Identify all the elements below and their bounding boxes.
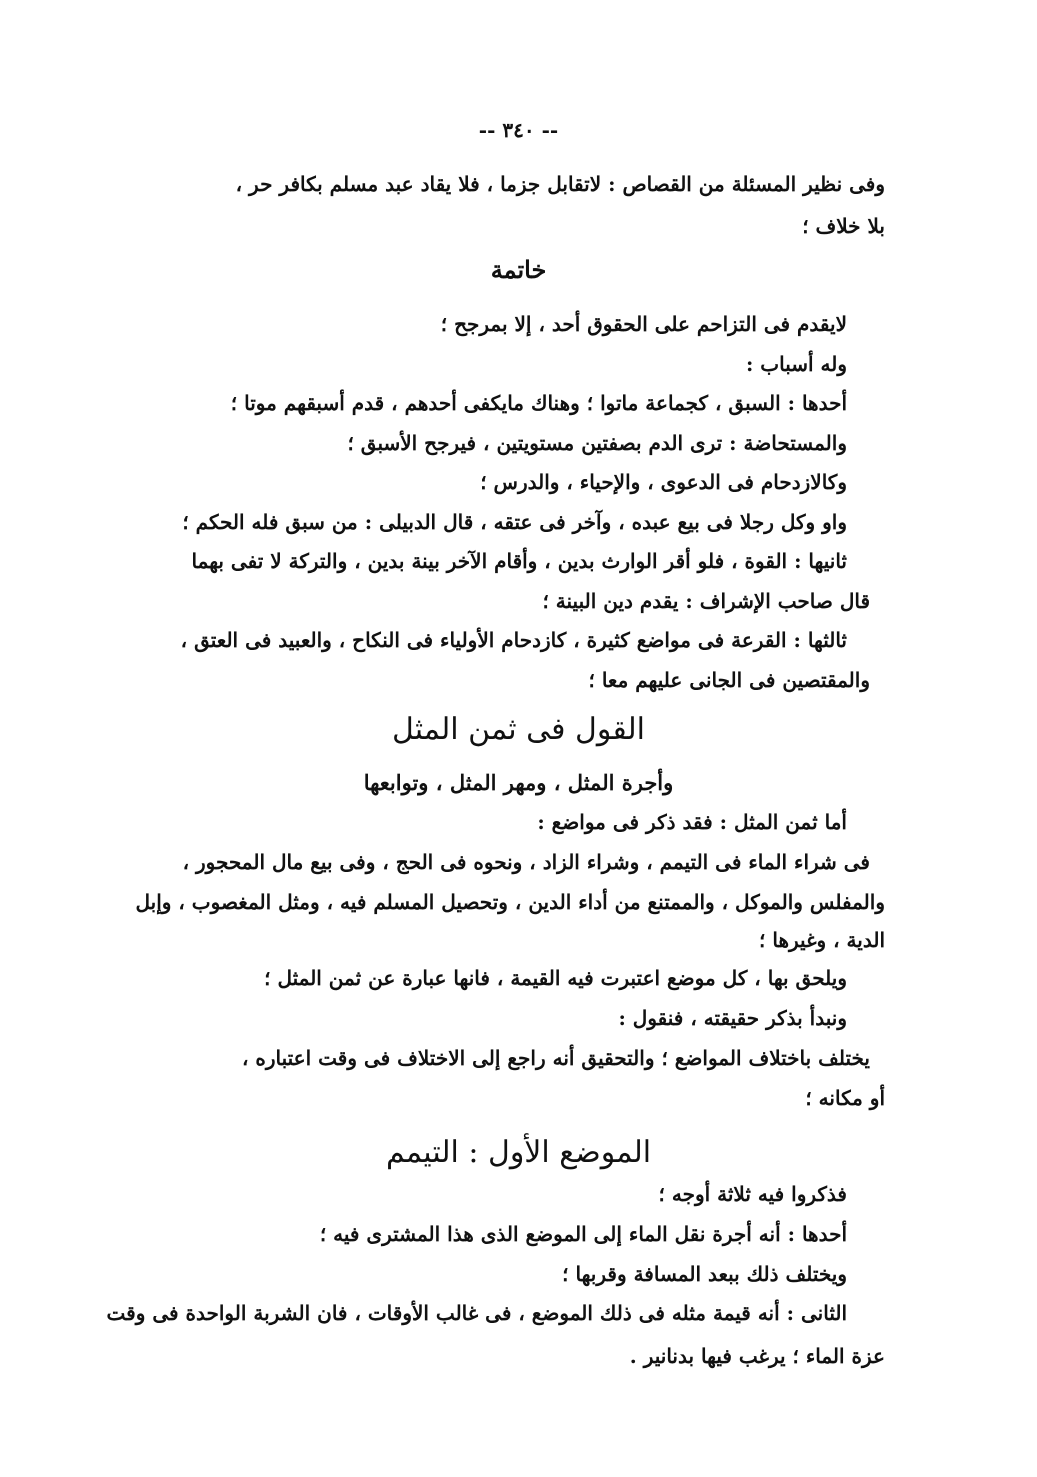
text-line: ثالثها : القرعة فى مواضع كثيرة ، كازدحام الأولياء فى النكاح ، والعبيد فى العتق ، [180,628,847,652]
text-line: أما ثمن المثل : فقد ذكر فى مواضع : [537,810,847,834]
page-number: -- ٣٤٠ -- [478,118,559,142]
text-line: والمفلس والموكل ، والممتنع من أداء الدين ، وتحصيل المسلم فيه ، ومثل المغصوب ، وإبل [135,890,885,914]
text-line: أحدها : السبق ، كجماعة ماتوا ؛ وهناك مايكفى أحدهم ، قدم أسبقهم موتا ؛ [230,391,847,415]
text-line: عزة الماء ؛ يرغب فيها بدنانير . [629,1344,885,1368]
text-line: وفى نظير المسئلة من القصاص : لاتقابل جزما ، فلا يقاد عبد مسلم بكافر حر ، [235,172,885,196]
text-line: ويلحق بها ، كل موضع اعتبرت فيه القيمة ، فانها عبارة عن ثمن المثل ؛ [264,966,847,990]
text-line: أو مكانه ؛ [805,1086,885,1110]
section-heading: خاتمة [490,255,547,284]
text-line: والمقتصين فى الجانى عليهم معا ؛ [588,668,870,692]
text-line: الثانى : أنه قيمة مثله فى ذلك الموضع ، فى غالب الأوقات ، فان الشربة الواحدة فى وقت [106,1301,847,1325]
text-line: فذكروا فيه ثلاثة أوجه ؛ [658,1182,847,1206]
section-subheading: وأجرة المثل ، ومهر المثل ، وتوابعها [363,770,674,795]
section-heading: الموضع الأول : التيمم [385,1135,652,1170]
text-line: يختلف باختلاف المواضع ؛ والتحقيق أنه راجع إلى الاختلاف فى وقت اعتباره ، [241,1046,870,1070]
text-line: قال صاحب الإشراف : يقدم دين البينة ؛ [542,589,870,613]
section-heading: القول فى ثمن المثل [391,712,646,747]
text-line: الدية ، وغيرها ؛ [759,928,885,952]
text-line: أحدها : أنه أجرة نقل الماء إلى الموضع الذى هذا المشترى فيه ؛ [319,1222,847,1246]
text-line: فى شراء الماء فى التيمم ، وشراء الزاد ، ونحوه فى الحج ، وفى بيع مال المحجور ، [182,850,870,874]
text-line: وله أسباب : [745,352,847,376]
text-line: ثانيها : القوة ، فلو أقر الوارث بدين ، وأقام الآخر بينة بدين ، والتركة لا تفى بهما [191,549,847,573]
text-line: واو وكل رجلا فى بيع عبده ، وآخر فى عتقه ، قال الدبيلى : من سبق فله الحكم ؛ [182,510,847,534]
text-line: وكالازدحام فى الدعوى ، والإحياء ، والدرس ؛ [480,470,847,494]
text-line: ويختلف ذلك ببعد المسافة وقربها ؛ [562,1262,847,1286]
text-line: بلا خلاف ؛ [802,214,885,238]
text-line: لايقدم فى التزاحم على الحقوق أحد ، إلا بمرجح ؛ [440,312,847,336]
text-line: والمستحاضة : ترى الدم بصفتين مستويتين ، فيرجح الأسبق ؛ [347,431,847,455]
text-line: ونبدأ بذكر حقيقته ، فنقول : [618,1006,847,1030]
